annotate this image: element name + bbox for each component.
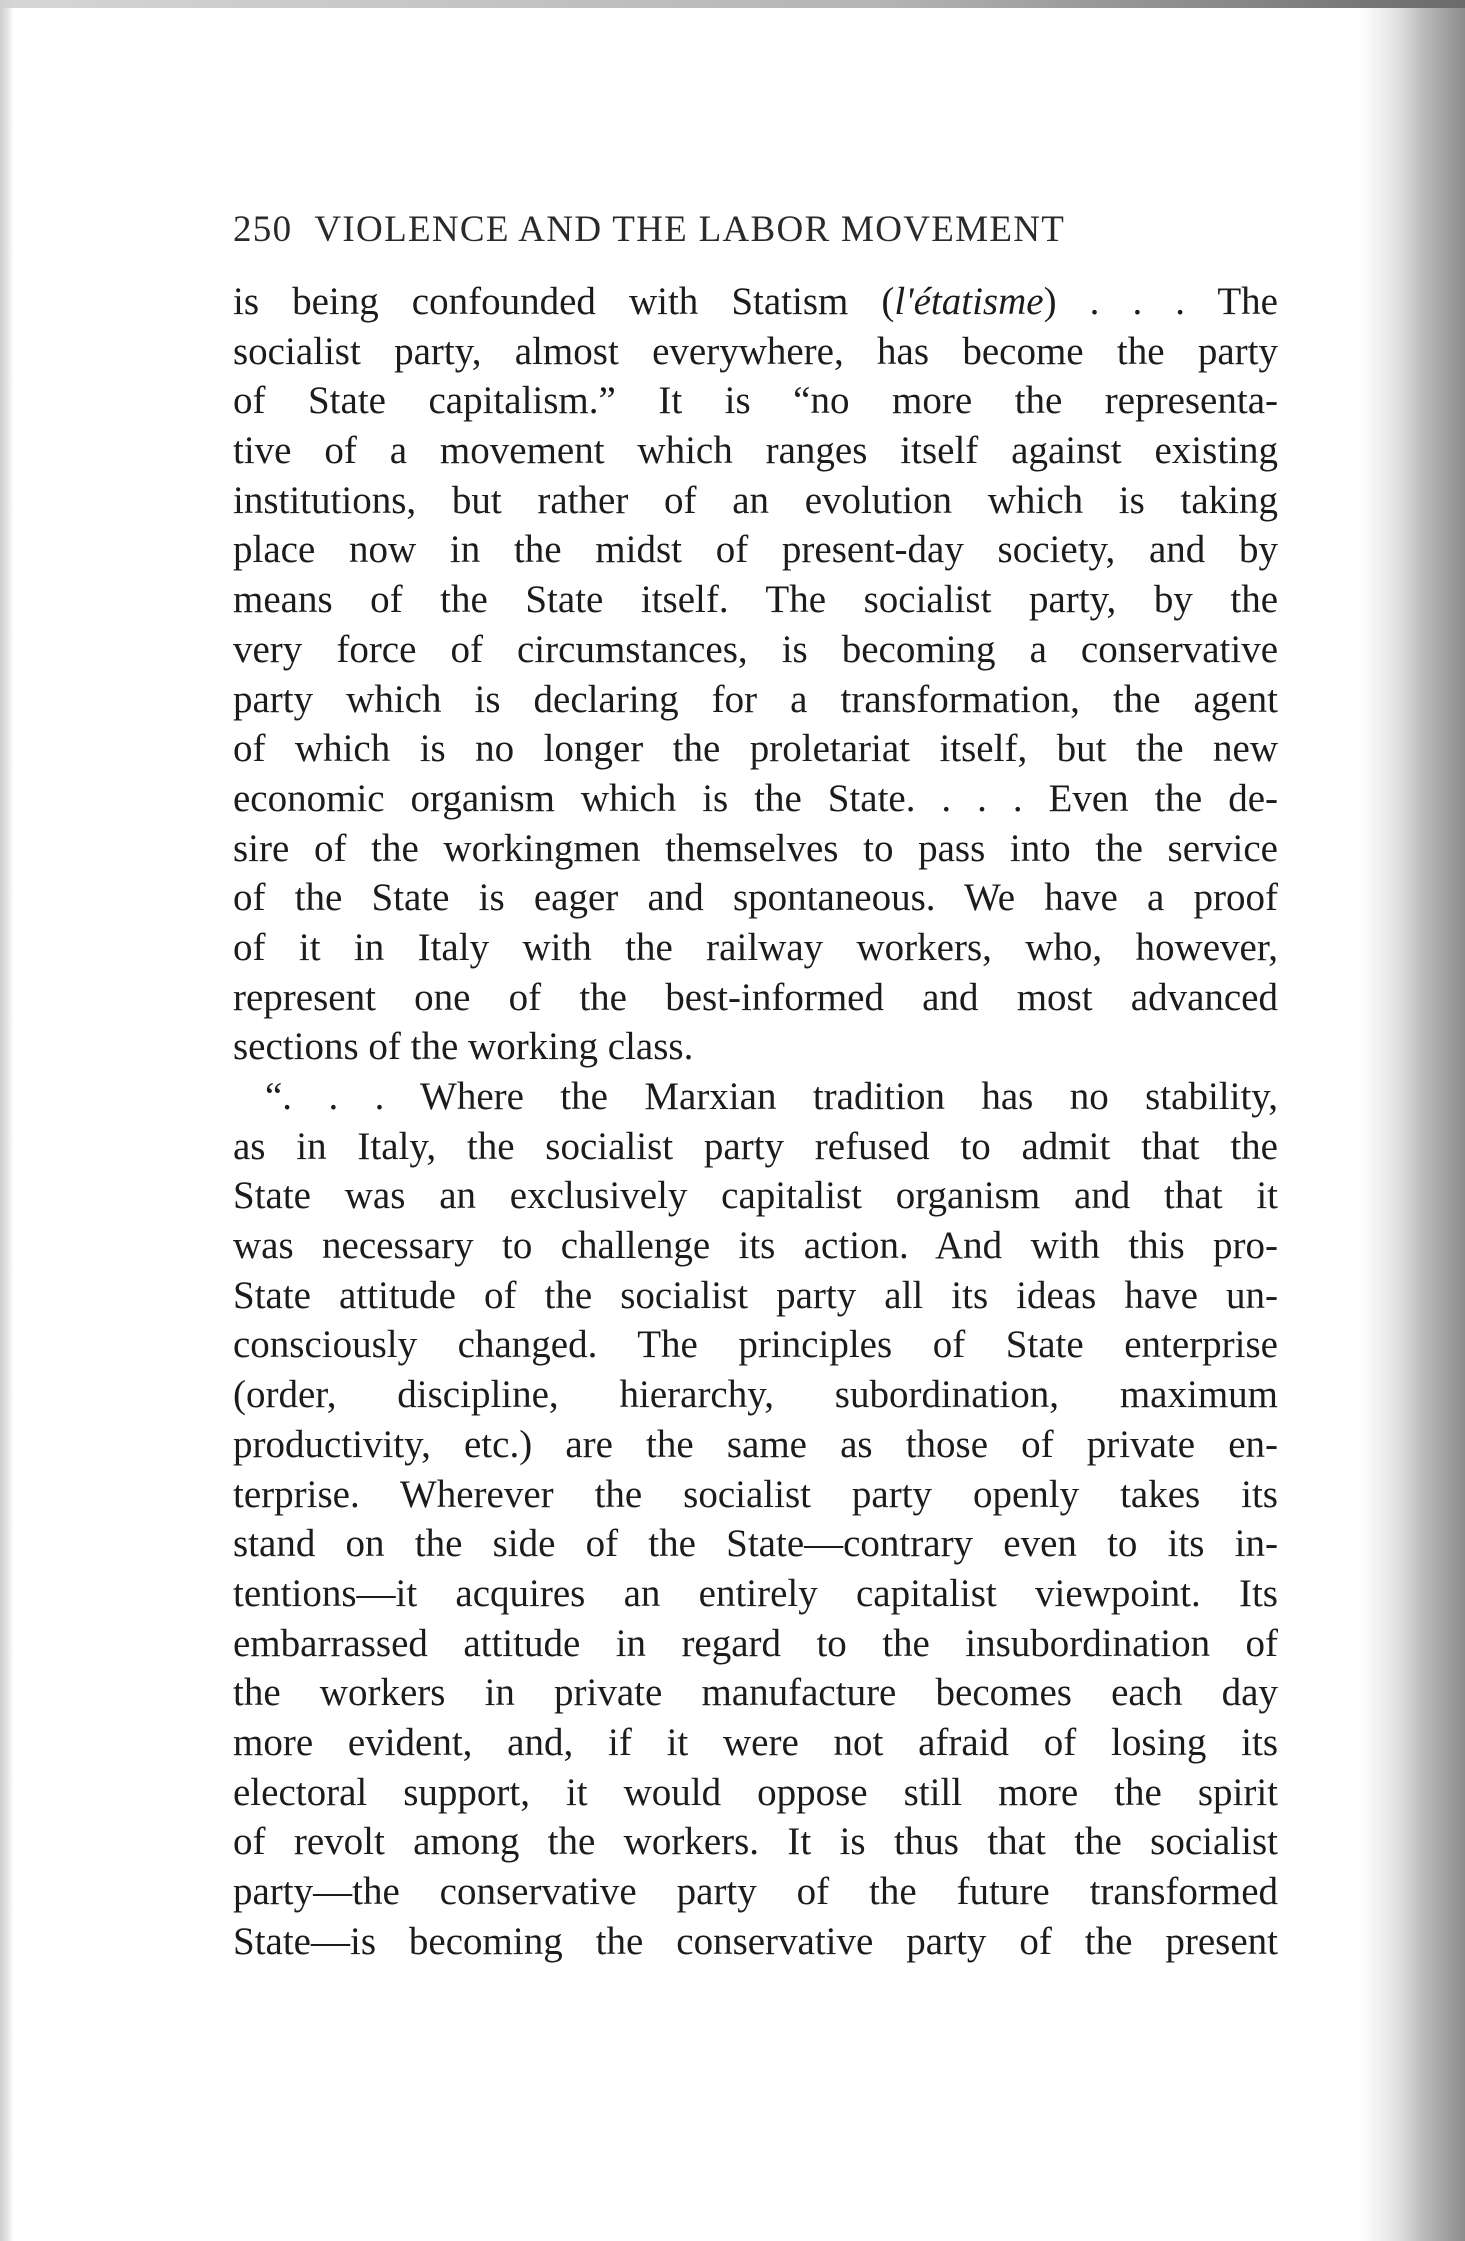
text-line: “. . . Where the Marxian tradition has no stability, [265, 1075, 1278, 1118]
text-line: State attitude of the socialist party all its ideas have un- [233, 1273, 1278, 1317]
text-line: (order, discipline, hierarchy, subordination, maximum [233, 1373, 1278, 1417]
page-left-edge [0, 0, 14, 2241]
text-line: State was an exclusively capitalist organism and that it [233, 1174, 1278, 1218]
text-line: embarrassed attitude in regard to the insubordination of [233, 1621, 1278, 1665]
text-line: stand on the side of the State—contrary even to its in- [233, 1522, 1278, 1566]
text-line: party which is declaring for a transformation, the agent [233, 677, 1278, 721]
text-line: means of the State itself. The socialist party, by the [233, 578, 1278, 622]
running-title: VIOLENCE AND THE LABOR MOVEMENT [314, 209, 1066, 250]
text-line: party—the conservative party of the future transformed [233, 1870, 1278, 1913]
text-line: of revolt among the workers. It is thus that the socialist [233, 1820, 1278, 1864]
text-line: more evident, and, if it were not afraid of losing its [233, 1720, 1278, 1764]
text-line: is being confounded with Statism (l'étatisme) . . . The [233, 280, 1278, 323]
text-line: terprise. Wherever the socialist party openly takes its [233, 1472, 1278, 1516]
text-line: of which is no longer the proletariat itself, but the new [233, 727, 1278, 771]
body-text [233, 277, 1278, 1966]
text-line: socialist party, almost everywhere, has become the party [233, 329, 1278, 373]
text-line: was necessary to challenge its action. And with this pro- [233, 1224, 1278, 1268]
text-line: productivity, etc.) are the same as those of private en- [233, 1422, 1278, 1466]
text-line: State—is becoming the conservative party of the present [233, 1919, 1278, 1963]
text-line: of it in Italy with the railway workers, who, however, [233, 925, 1278, 969]
running-header [233, 208, 1065, 251]
text-line: represent one of the best-informed and most advanced [233, 975, 1278, 1019]
text-line: tentions—it acquires an entirely capitalist viewpoint. Its [233, 1571, 1278, 1615]
page-number: 250 [233, 209, 293, 250]
text-line: the workers in private manufacture becomes each day [233, 1671, 1278, 1715]
text-line: sections of the working class. [233, 1025, 694, 1069]
text-line: economic organism which is the State. . . . Even the de- [233, 776, 1278, 820]
text-line: as in Italy, the socialist party refused to admit that the [233, 1124, 1278, 1168]
text-line: of the State is eager and spontaneous. We have a proof [233, 876, 1278, 920]
text-line: consciously changed. The principles of State enterprise [233, 1323, 1278, 1367]
text-line: very force of circumstances, is becoming a conservative [233, 627, 1278, 671]
text-line: place now in the midst of present-day society, and by [233, 528, 1278, 572]
page-top-edge [0, 0, 1465, 8]
text-line: tive of a movement which ranges itself against existing [233, 429, 1278, 473]
text-line: electoral support, it would oppose still more the spirit [233, 1770, 1278, 1814]
text-line: sire of the workingmen themselves to pass into the service [233, 826, 1278, 870]
text-line: of State capitalism.” It is “no more the representa- [233, 379, 1278, 423]
text-line: institutions, but rather of an evolution which is taking [233, 478, 1278, 522]
